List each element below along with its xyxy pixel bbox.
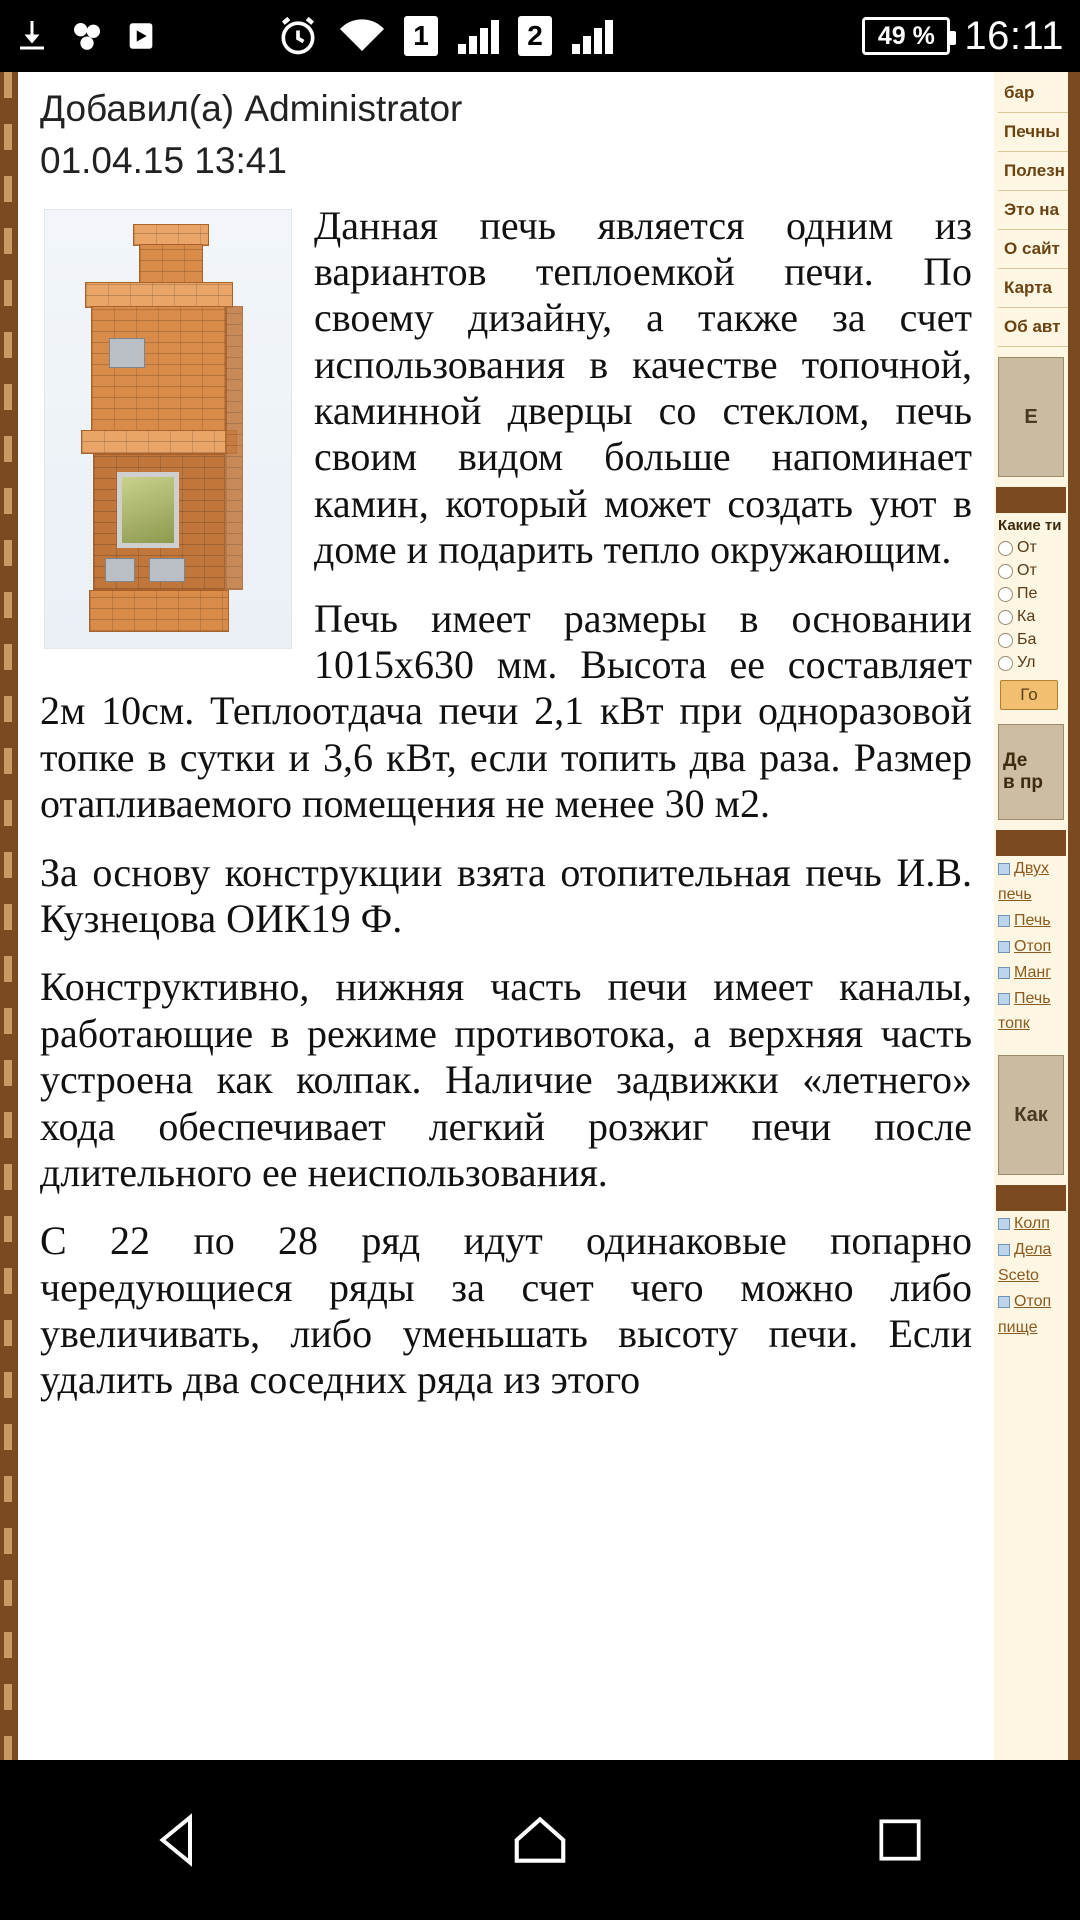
back-button[interactable] xyxy=(120,1795,240,1885)
sidebar-link[interactable]: Печь xyxy=(1014,989,1051,1007)
sidebar-banner-line2: в пр xyxy=(1003,772,1044,793)
link-bullet-icon xyxy=(998,1218,1010,1230)
apps-icon xyxy=(68,17,106,55)
list-item[interactable] xyxy=(998,1293,1066,1311)
article-date: 01.04.15 13:41 xyxy=(40,140,287,182)
signal-bars-sim2-icon xyxy=(570,16,614,56)
sidebar-banner-line1: Де xyxy=(1003,750,1028,772)
sidebar-link[interactable]: Печь xyxy=(1014,911,1051,929)
status-bar-right xyxy=(862,14,1080,59)
page-right-decorative-border xyxy=(1068,72,1080,1760)
sidebar-link-list-1[interactable] xyxy=(994,856,1068,1045)
poll-option-label: Пе xyxy=(1017,585,1038,602)
recents-button[interactable] xyxy=(840,1795,960,1885)
sidebar-link[interactable]: Двух xyxy=(1014,860,1049,877)
sidebar-section-divider xyxy=(996,830,1066,856)
sidebar-link[interactable]: печь xyxy=(998,885,1032,903)
poll-option-label: Ка xyxy=(1017,608,1036,625)
status-bar-left-icons xyxy=(0,14,614,58)
sidebar-link[interactable]: Колп xyxy=(1014,1215,1050,1233)
sidebar-item-useful[interactable]: Полезн xyxy=(998,152,1068,191)
status-bar xyxy=(0,0,1080,72)
wifi-icon xyxy=(338,16,386,56)
sidebar-menu[interactable] xyxy=(994,72,1068,347)
article-content xyxy=(18,72,994,1760)
poll-option-label: От xyxy=(1017,562,1037,579)
radio-icon[interactable] xyxy=(998,564,1013,579)
radio-icon[interactable] xyxy=(998,541,1013,556)
article-paragraph: Конструктивно, нижняя часть печи имеет каналы, работающие в режиме противотока, а верхняя часть устроена как колпак. Наличие задвижки «летнего» хода обеспечивает легкий розжиг печи после длительного ее неиспользования. xyxy=(40,964,972,1195)
poll-option[interactable] xyxy=(998,539,1066,557)
list-item[interactable] xyxy=(998,990,1066,1008)
link-bullet-icon xyxy=(998,863,1010,875)
alarm-icon xyxy=(276,14,320,58)
sidebar-item-bar[interactable]: бар xyxy=(998,74,1068,113)
poll-option[interactable] xyxy=(998,608,1066,626)
sidebar-promo-image[interactable]: Е xyxy=(998,357,1064,477)
poll-option[interactable] xyxy=(998,654,1066,672)
list-item[interactable] xyxy=(998,1015,1066,1033)
list-item[interactable] xyxy=(998,912,1066,930)
sidebar-item-stoves[interactable]: Печны xyxy=(998,113,1068,152)
poll-option-label: От xyxy=(1017,539,1037,556)
radio-icon[interactable] xyxy=(998,610,1013,625)
status-bar-clock: 16:11 xyxy=(964,13,1064,58)
sidebar-link[interactable]: Sceto xyxy=(998,1267,1039,1285)
article-author: Добавил(а) Administrator xyxy=(40,88,463,129)
article-paragraph: Печь имеет размеры в основании 1015х630 мм. Высота ее составляет 2м 10см. Теплоотдача печи 2,1 кВт при одноразовой топке в сутки и 3,6 кВт, если топить два раза. Размер отапливаемого помещения не менее 30 м2. xyxy=(40,595,972,827)
link-bullet-icon xyxy=(998,1296,1010,1308)
sidebar-item-about-site[interactable]: О сайт xyxy=(998,230,1068,269)
sidebar-link[interactable]: Манг xyxy=(1014,963,1052,981)
sidebar-side-image[interactable]: Как xyxy=(998,1055,1064,1175)
list-item[interactable] xyxy=(998,964,1066,982)
sidebar-banner[interactable] xyxy=(998,724,1064,820)
sidebar-link[interactable]: Дела xyxy=(1014,1241,1052,1259)
list-item[interactable] xyxy=(998,1215,1066,1233)
stove-illustration xyxy=(44,209,292,649)
sim1-badge: 1 xyxy=(404,16,438,56)
sidebar-item-sitemap[interactable]: Карта xyxy=(998,269,1068,308)
poll-option[interactable] xyxy=(998,585,1066,603)
article-paragraph: За основу конструкции взята отопительная печь И.В. Кузнецова ОИК19 Ф. xyxy=(40,849,972,941)
radio-icon[interactable] xyxy=(998,656,1013,671)
poll-question: Какие ти xyxy=(998,517,1062,534)
list-item[interactable] xyxy=(998,1267,1066,1285)
sidebar-link[interactable]: Отоп xyxy=(1014,1293,1052,1311)
list-item[interactable] xyxy=(998,938,1066,956)
battery-indicator: 49 % xyxy=(862,17,950,55)
link-bullet-icon xyxy=(998,941,1010,953)
poll-option-label: Ул xyxy=(1017,654,1036,671)
download-icon xyxy=(14,17,50,55)
play-store-icon xyxy=(124,17,158,55)
poll-option[interactable] xyxy=(998,562,1066,580)
sidebar-section-divider xyxy=(996,1185,1066,1211)
sidebar-item-this-is[interactable]: Это на xyxy=(998,191,1068,230)
list-item[interactable] xyxy=(998,860,1066,878)
sidebar-poll[interactable] xyxy=(994,513,1068,714)
link-bullet-icon xyxy=(998,1244,1010,1256)
sidebar-link[interactable]: Отоп xyxy=(1014,937,1052,955)
browser-viewport[interactable] xyxy=(0,72,1080,1760)
sidebar-item-about-author[interactable]: Об авт xyxy=(998,308,1068,347)
link-bullet-icon xyxy=(998,967,1010,979)
sim2-badge: 2 xyxy=(518,16,552,56)
sidebar[interactable] xyxy=(994,72,1068,1760)
poll-option-label: Ба xyxy=(1017,631,1037,648)
signal-bars-sim1-icon xyxy=(456,16,500,56)
list-item[interactable] xyxy=(998,886,1066,904)
article-paragraph: С 22 по 28 ряд идут одинаковые попарно чередующиеся ряды за счет чего можно либо увеличивать, либо уменьшать высоту печи. Если удалить два соседних ряда из этого xyxy=(40,1218,972,1403)
list-item[interactable] xyxy=(998,1319,1066,1337)
article-body xyxy=(40,203,972,1404)
radio-icon[interactable] xyxy=(998,633,1013,648)
sidebar-link-list-2[interactable] xyxy=(994,1211,1068,1349)
sidebar-link[interactable]: пище xyxy=(998,1318,1038,1336)
poll-option[interactable] xyxy=(998,631,1066,649)
poll-submit-button[interactable]: Го xyxy=(1000,680,1058,710)
link-bullet-icon xyxy=(998,993,1010,1005)
radio-icon[interactable] xyxy=(998,587,1013,602)
android-navigation-bar xyxy=(0,1760,1080,1920)
page-left-decorative-border xyxy=(0,72,18,1760)
article-paragraph: Данная печь является одним из вариантов теплоемкой печи. По своему дизайну, а также за счет использования в качестве топочной, каминной дверцы со стеклом, печь своим видом больше напоминает камин, который может создать уют в доме и подарить тепло окружающим. xyxy=(314,202,972,573)
link-bullet-icon xyxy=(998,915,1010,927)
sidebar-link[interactable]: топк xyxy=(998,1015,1030,1033)
home-button[interactable] xyxy=(480,1795,600,1885)
sidebar-section-divider xyxy=(996,487,1066,513)
list-item[interactable] xyxy=(998,1241,1066,1259)
